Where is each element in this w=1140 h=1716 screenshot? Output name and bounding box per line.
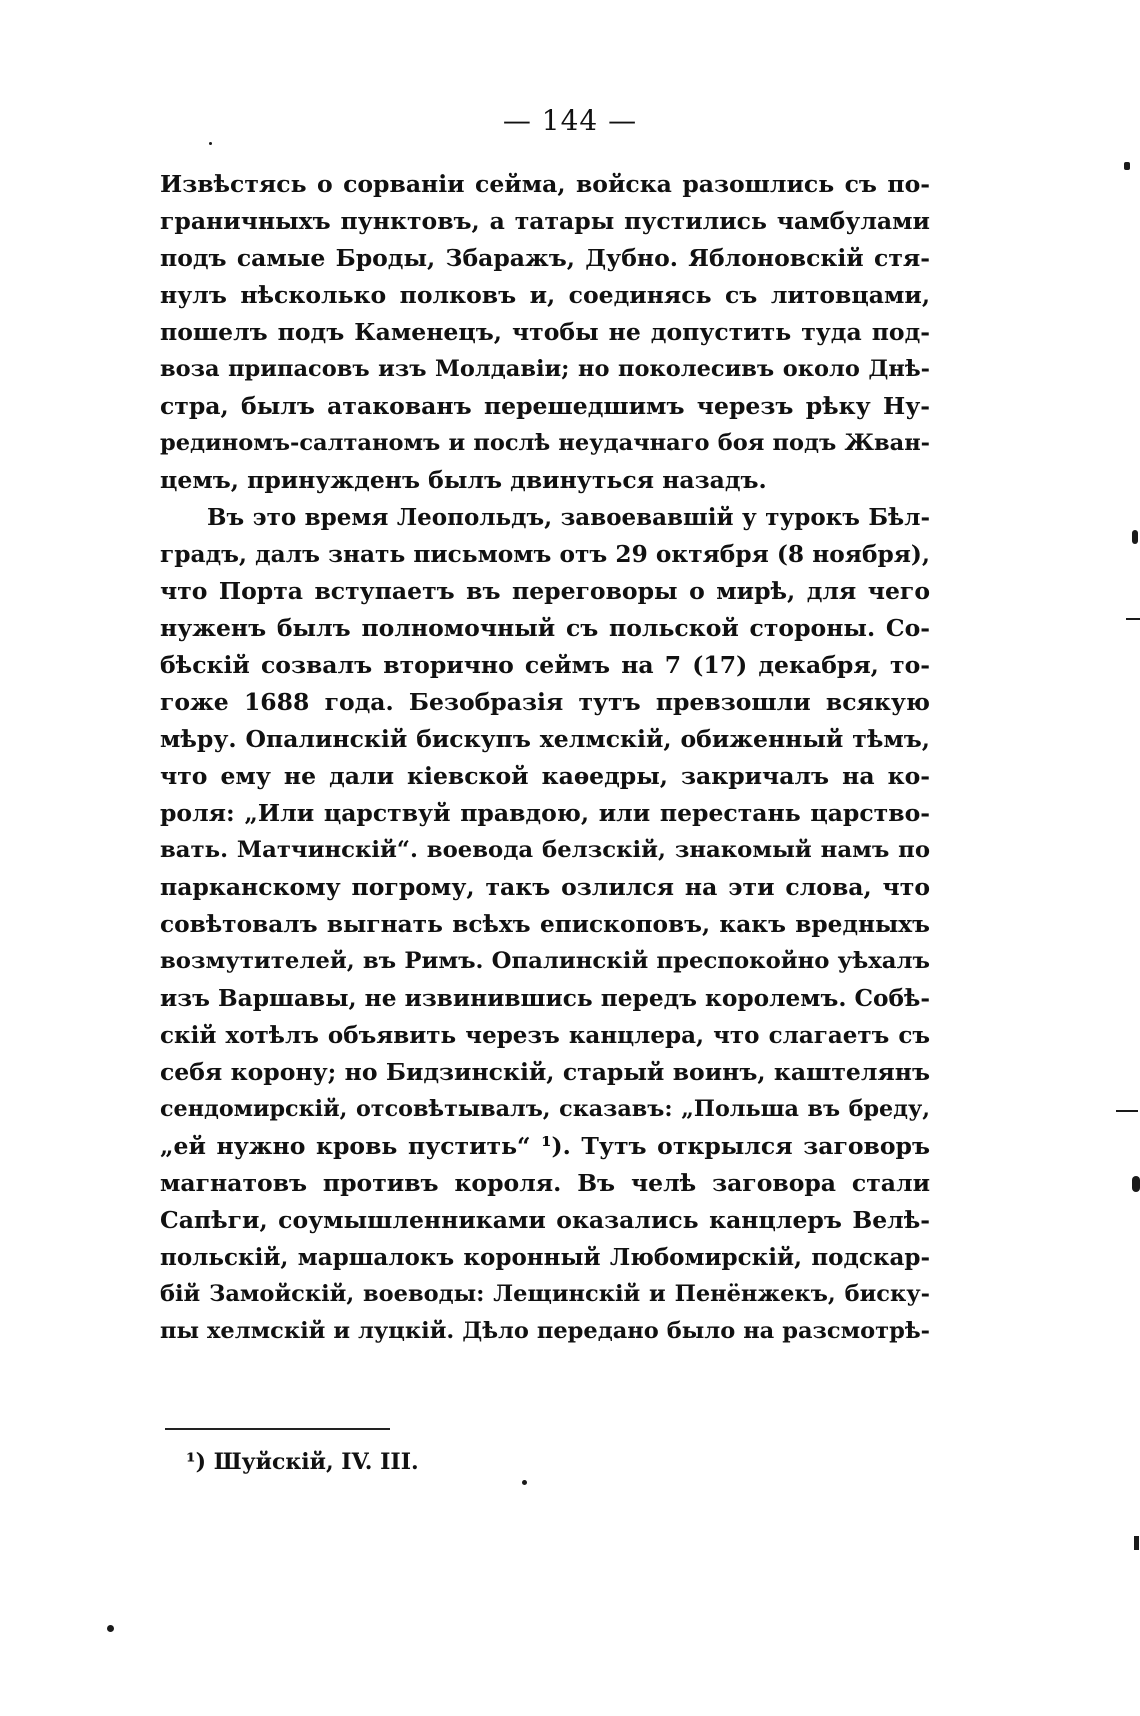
text-line: бій Замойскій, воеводы: Лещинскій и Пенёнжекъ, биску- — [160, 1281, 930, 1307]
text-line: скій хотѣлъ объявить черезъ канцлера, что слагаетъ съ — [160, 1022, 930, 1049]
text-line: подъ самые Броды, Збаражъ, Дубно. Яблоновскій стя- — [160, 244, 930, 272]
text-line: нулъ нѣсколько полковъ и, соединясь съ литовцами, — [160, 281, 930, 309]
scan-speck — [107, 1625, 114, 1632]
scan-speck — [209, 142, 212, 145]
text-line: Сапѣги, соумышленниками оказались канцлеръ Велѣ- — [160, 1206, 930, 1234]
scan-speck — [1126, 618, 1140, 620]
text-line: рединомъ-салтаномъ и послѣ неудачнаго боя подъ Жван- — [160, 430, 930, 456]
text-line: цемъ, принужденъ былъ двинуться назадъ. — [160, 466, 767, 494]
text-line: пы хелмскій и луцкій. Дѣло передано было на разсмотрѣ- — [160, 1318, 930, 1344]
text-line: совѣтовалъ выгнать всѣхъ епископовъ, какъ вредныхъ — [160, 911, 930, 938]
text-line: пошелъ подъ Каменецъ, чтобы не допустить туда под- — [160, 318, 930, 346]
text-line: нуженъ былъ полномочный съ польской стороны. Со- — [160, 614, 930, 642]
text-line: мѣру. Опалинскій бискупъ хелмскій, обиженный тѣмъ, — [160, 725, 930, 753]
text-line: что ему не дали кіевской каѳедры, закричалъ на ко- — [160, 762, 930, 790]
footnote: ¹) Шуйскій, IV. III. — [186, 1449, 419, 1475]
scan-speck — [1124, 162, 1130, 170]
text-line: воза припасовъ изъ Молдавіи; но поколесивъ около Днѣ- — [160, 356, 930, 382]
text-line: магнатовъ противъ короля. Въ челѣ заговора стали — [160, 1169, 930, 1197]
text-line: что Порта вступаетъ въ переговоры о мирѣ, для чего — [160, 577, 930, 605]
text-line: Въ это время Леопольдъ, завоевавшій у турокъ Бѣл- — [207, 504, 930, 531]
text-line: изъ Варшавы, не извинившись передъ королемъ. Собѣ- — [160, 985, 930, 1012]
footnote-rule — [165, 1428, 390, 1430]
scan-speck — [522, 1480, 527, 1485]
scan-speck — [1134, 1536, 1139, 1550]
text-line: роля: „Или царствуй правдою, или перестань царство- — [160, 799, 930, 827]
text-line: гоже 1688 года. Безобразія тутъ превзошли всякую — [160, 688, 930, 716]
body-text — [160, 166, 930, 1350]
scan-speck — [1132, 1176, 1140, 1192]
text-line: возмутителей, въ Римъ. Опалинскій преспокойно уѣхалъ — [160, 948, 930, 974]
text-line: „ей нужно кровь пустить“ ¹). Тутъ открылся заговоръ — [160, 1132, 930, 1160]
text-line: бѣскій созвалъ вторично сеймъ на 7 (17) декабря, то- — [160, 651, 930, 679]
text-line: парканскому погрому, такъ озлился на эти слова, что — [160, 873, 930, 901]
scan-speck — [1132, 530, 1138, 544]
text-line: польскій, маршалокъ коронный Любомирскій, подскар- — [160, 1244, 930, 1271]
text-line: вать. Матчинскій“. воевода белзскій, знакомый намъ по — [160, 837, 930, 863]
text-line: себя корону; но Бидзинскій, старый воинъ, каштелянъ — [160, 1058, 930, 1086]
text-line: сендомирскій, отсовѣтывалъ, сказавъ: „Польша въ бреду, — [160, 1096, 930, 1122]
text-line: Извѣстясь о сорваніи сейма, войска разошлись съ по- — [160, 170, 930, 198]
scan-speck — [1116, 1110, 1138, 1112]
text-line: граничныхъ пунктовъ, а татары пустились чамбулами — [160, 207, 930, 235]
page-number: — 144 — — [502, 104, 638, 137]
text-line: стра, былъ атакованъ перешедшимъ черезъ рѣку Ну- — [160, 392, 930, 420]
text-line: градъ, далъ знать письмомъ отъ 29 октября (8 ноября), — [160, 541, 930, 568]
